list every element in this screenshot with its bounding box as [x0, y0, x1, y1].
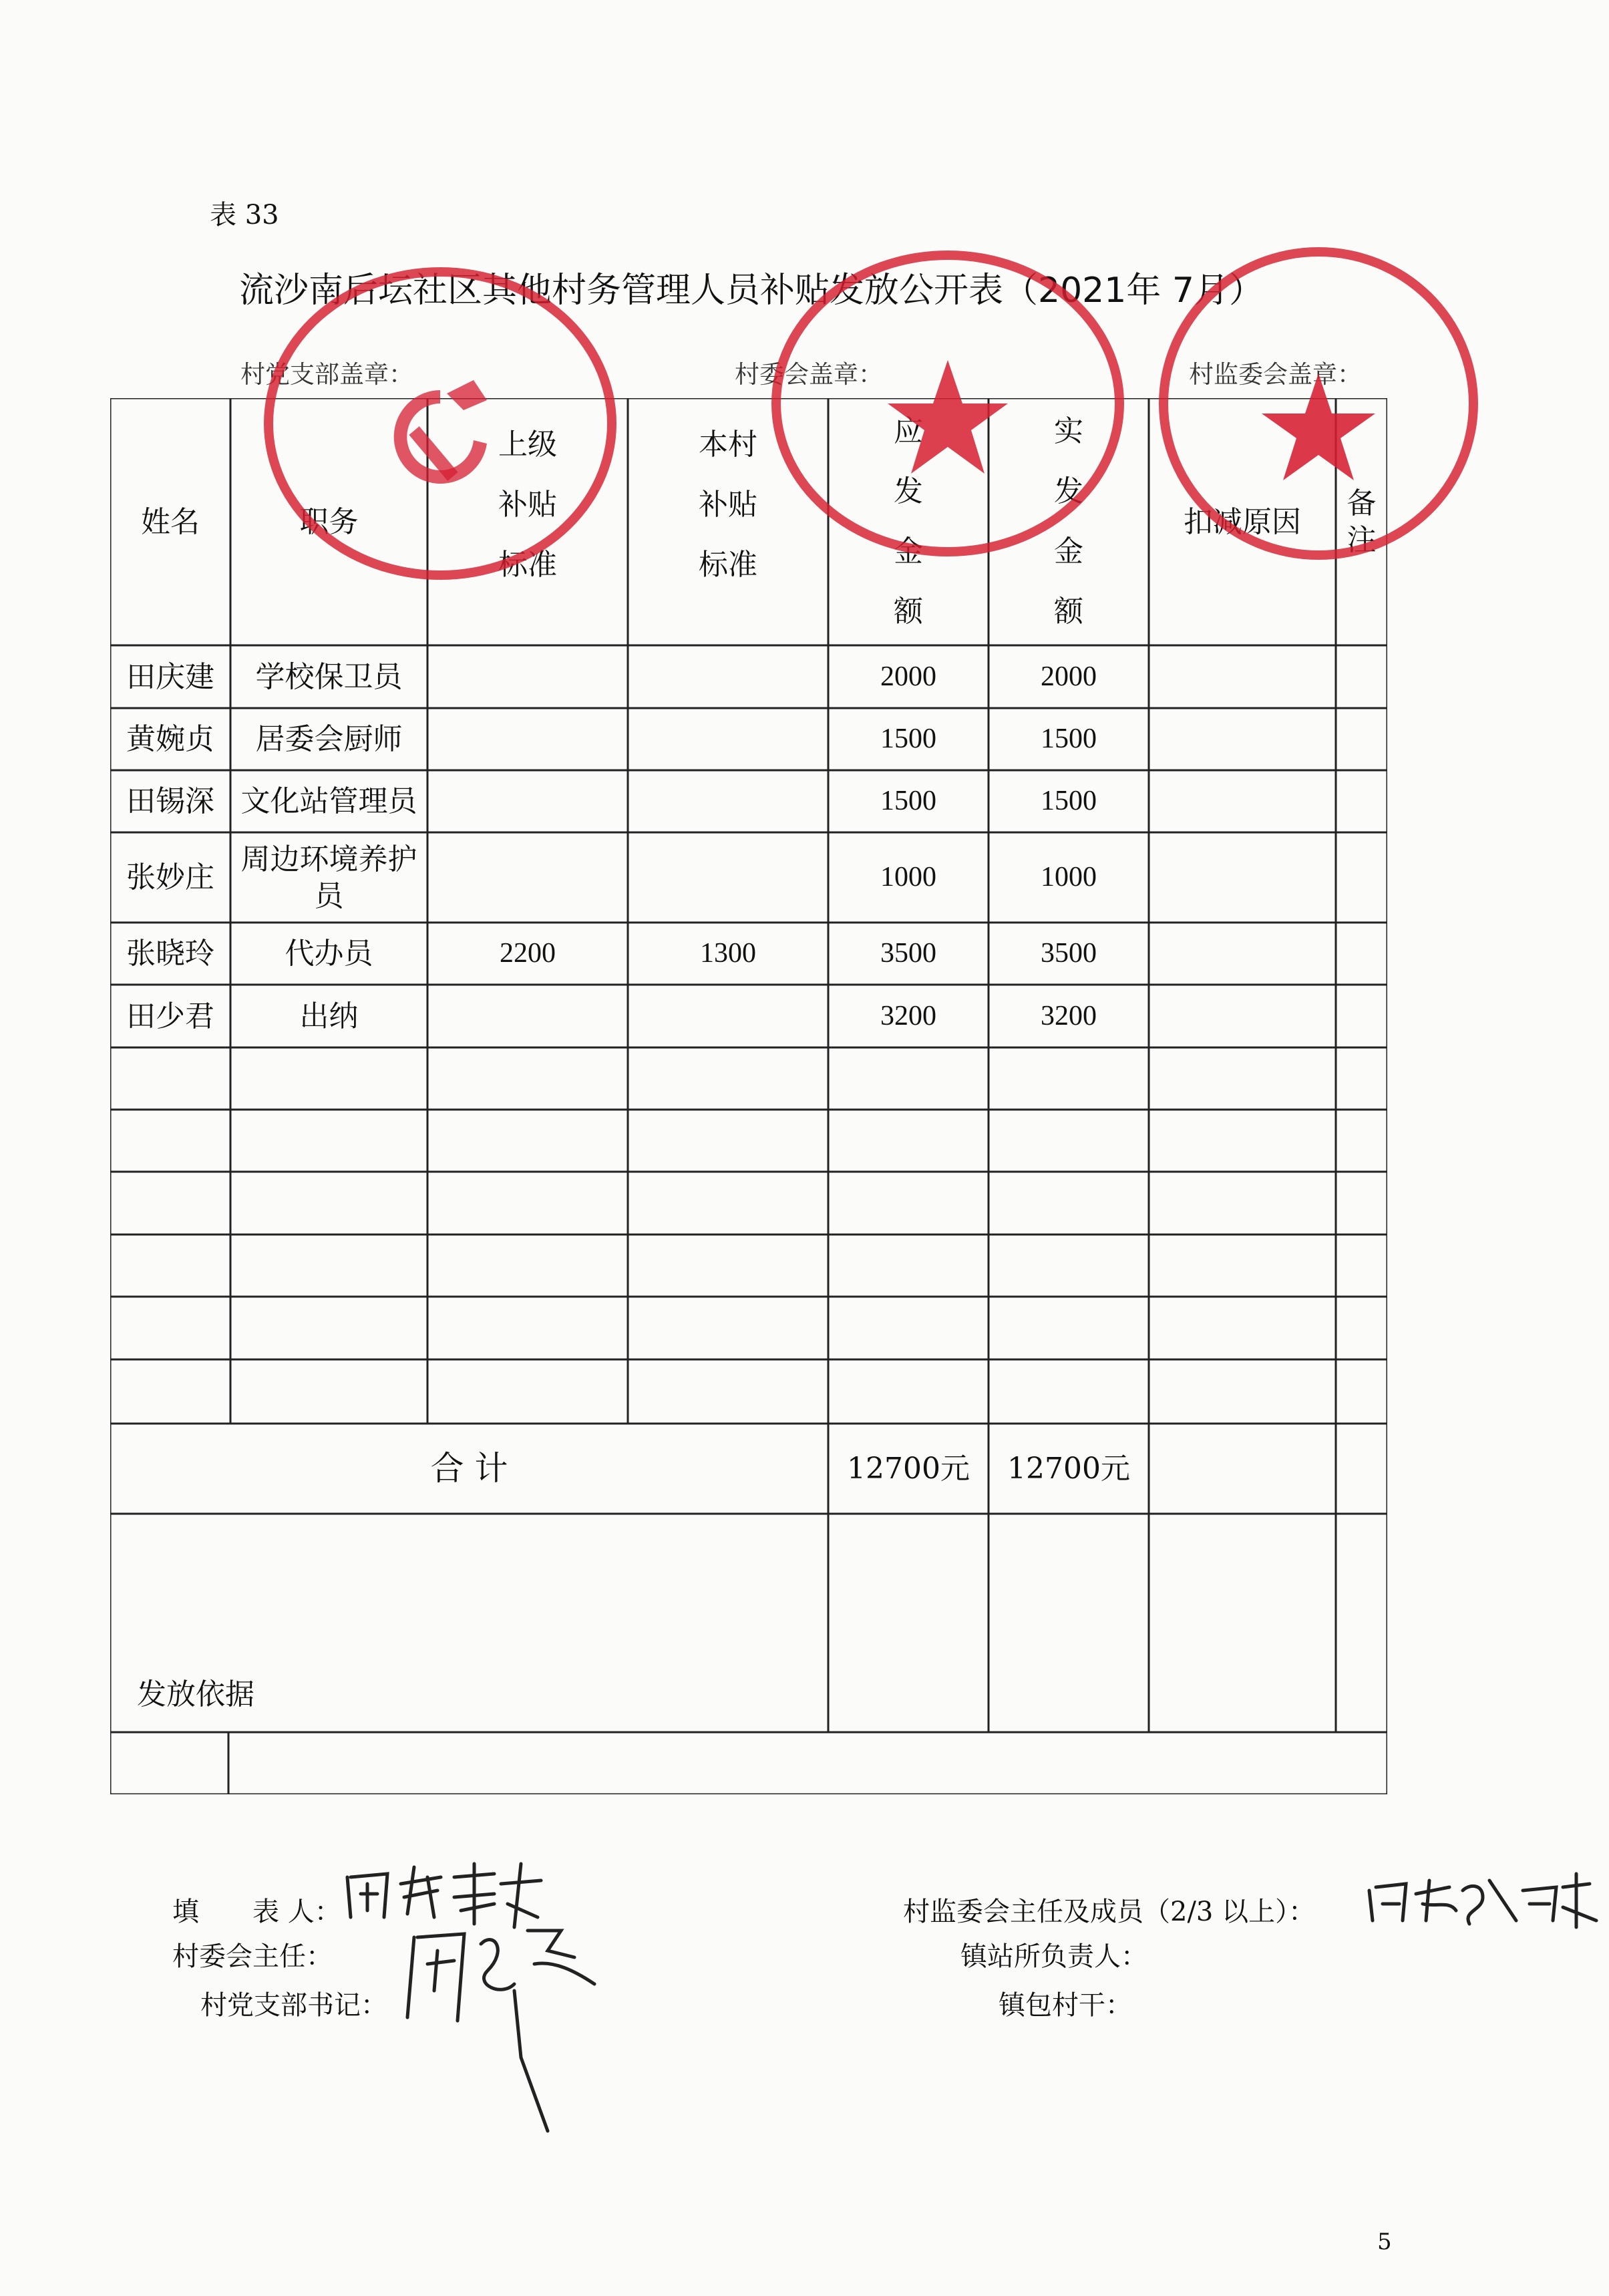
basis-label: 发放依据 [137, 1677, 254, 1711]
party-secretary-label: 村党支部书记： [200, 1990, 387, 2021]
filler-label: 填 表 人： [172, 1897, 341, 1927]
document-title: 流沙南后坛社区其他村务管理人员补贴发放公开表（2021年 7月） [239, 271, 1264, 311]
table-row-position: 居委会厨师 [255, 722, 403, 756]
total-actual: 12700元 [1007, 1452, 1130, 1486]
col-header-payable: 应 发 金 额 [894, 414, 923, 629]
table-row-actual: 3200 [1041, 1000, 1097, 1031]
station-head-label: 镇站所负责人： [960, 1941, 1147, 1972]
committee-director-label: 村委会主任： [172, 1941, 333, 1972]
table-row-position: 出纳 [299, 999, 359, 1033]
table-row-payable: 2000 [880, 661, 936, 692]
supervision-label: 村监委会主任及成员（2/3 以上）： [903, 1897, 1316, 1927]
table-row-village-subsidy: 1300 [700, 938, 756, 969]
table-row-payable: 3500 [880, 938, 936, 969]
table-row-name: 田庆建 [126, 659, 214, 694]
table-row-actual: 1000 [1041, 862, 1097, 893]
table-row-position: 周边环境养护员 [240, 842, 417, 913]
total-label: 合 计 [430, 1449, 508, 1488]
committee-seal-label: 村委会盖章： [735, 360, 883, 389]
col-header-position: 职务 [299, 504, 359, 539]
col-header-remarks: 备注 [1347, 486, 1377, 557]
table-row-position: 文化站管理员 [240, 784, 417, 818]
table-row-name: 张晓玲 [126, 937, 214, 971]
supervision-seal-label: 村监委会盖章： [1189, 360, 1362, 389]
table-row-name: 黄婉贞 [126, 722, 214, 756]
party-seal-label: 村党支部盖章： [240, 360, 413, 389]
col-header-upper-subsidy: 上级 补贴 标准 [498, 428, 557, 582]
leader-signature [401, 1911, 614, 2138]
town-cadre-label: 镇包村干： [999, 1990, 1132, 2021]
star-icon [781, 260, 1115, 547]
table-row-payable: 1500 [880, 786, 936, 817]
table-row-payable: 3200 [880, 1000, 936, 1031]
table-row-name: 田少君 [126, 999, 214, 1033]
total-payable: 12700元 [847, 1452, 970, 1486]
resident-committee-stamp [771, 251, 1124, 556]
table-row-actual: 1500 [1041, 786, 1097, 817]
party-emblem-icon [273, 277, 607, 570]
table-row-name: 田锡深 [126, 784, 214, 818]
page-number: 5 [1377, 2229, 1392, 2255]
table-row-actual: 2000 [1041, 661, 1097, 692]
supervision-committee-stamp [1159, 247, 1478, 560]
table-number: 表 33 [210, 200, 279, 230]
table-row-position: 学校保卫员 [255, 659, 403, 694]
col-header-name: 姓名 [141, 504, 200, 539]
table-row-position: 代办员 [285, 937, 373, 971]
table-row-payable: 1500 [880, 723, 936, 755]
table-row-actual: 1500 [1041, 723, 1097, 755]
supervision-signatures [1363, 1867, 1609, 1941]
party-branch-stamp [264, 267, 616, 580]
table-row-upper-subsidy: 2200 [500, 938, 556, 969]
col-header-deduction-reason: 扣减原因 [1184, 504, 1301, 539]
table-row-payable: 1000 [880, 862, 936, 893]
col-header-village-subsidy: 本村 补贴 标准 [699, 428, 757, 582]
star-icon [1168, 257, 1469, 550]
table-row-name: 张妙庄 [126, 860, 214, 894]
table-row-actual: 3500 [1041, 938, 1097, 969]
col-header-actual: 实 发 金 额 [1054, 414, 1083, 629]
subsidy-table [110, 398, 1387, 1794]
